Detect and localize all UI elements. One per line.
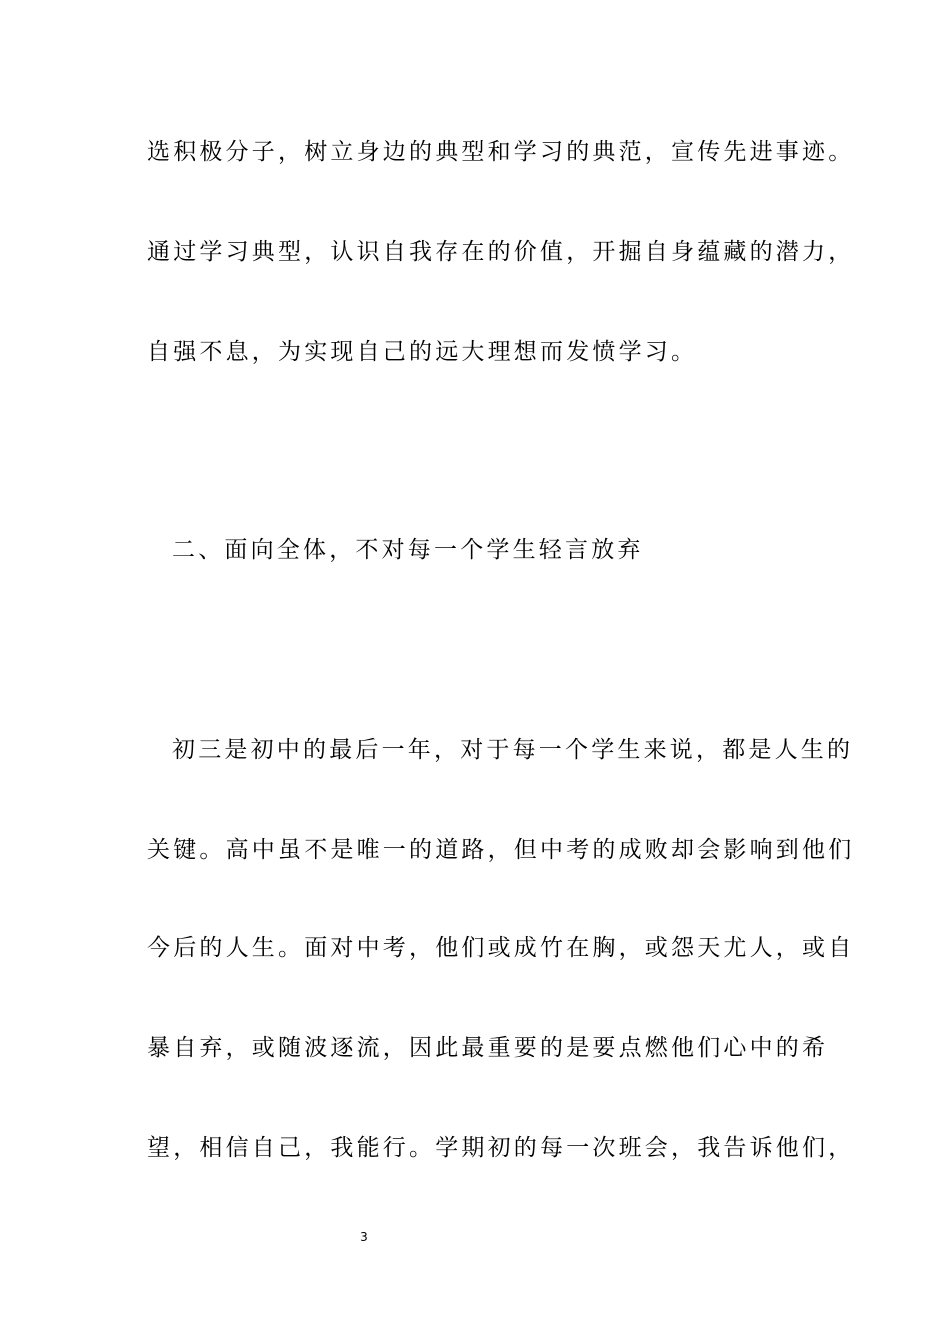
body-text-line: 关键。高中虽不是唯一的道路，但中考的成败却会影响到他们 xyxy=(147,837,855,863)
body-text-line: 自强不息，为实现自己的远大理想而发愤学习。 xyxy=(147,339,698,365)
body-text-line: 今后的人生。面对中考，他们或成竹在胸，或怨天尤人，或自 xyxy=(147,935,855,961)
body-text-line: 通过学习典型，认识自我存在的价值，开掘自身蕴藏的潜力， xyxy=(147,239,855,265)
section-heading: 二、面向全体，不对每一个学生轻言放弃 xyxy=(172,537,644,563)
body-text-line: 望，相信自己，我能行。学期初的每一次班会，我告诉他们， xyxy=(147,1135,855,1161)
body-text-line: 暴自弃，或随波逐流，因此最重要的是要点燃他们心中的希 xyxy=(147,1035,829,1061)
page-number: 3 xyxy=(360,1230,368,1244)
body-text-line: 初三是初中的最后一年，对于每一个学生来说，都是人生的 xyxy=(172,737,854,763)
body-text-line: 选积极分子，树立身边的典型和学习的典范，宣传先进事迹。 xyxy=(147,139,855,165)
